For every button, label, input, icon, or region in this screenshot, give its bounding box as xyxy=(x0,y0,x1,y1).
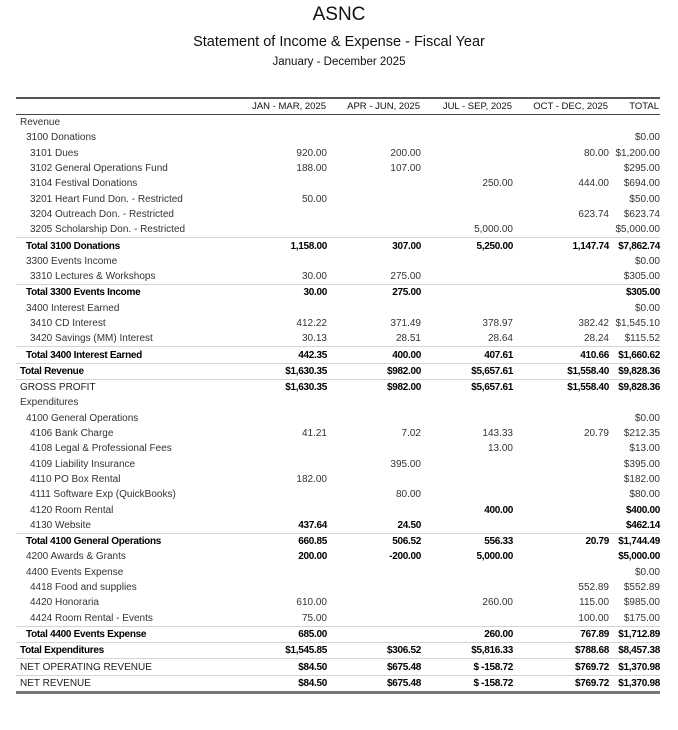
cell-q4: $1,558.40 xyxy=(513,380,609,396)
row-label: NET OPERATING REVENUE xyxy=(16,659,216,675)
cell-q3 xyxy=(421,130,513,145)
row-label: 4130 Website xyxy=(30,519,91,531)
cell-q3 xyxy=(421,487,513,502)
table-row xyxy=(16,146,660,161)
cell-q3: $5,816.33 xyxy=(421,643,513,659)
row-label: 4100 General Operations xyxy=(26,412,139,424)
cell-q2 xyxy=(327,301,421,316)
cell-q2: 7.02 xyxy=(401,428,421,440)
cell-total: $305.00 xyxy=(623,271,660,283)
cell-q4: 1,147.74 xyxy=(513,238,609,254)
cell-q3 xyxy=(421,395,513,410)
cell-total: $50.00 xyxy=(629,193,660,205)
cell-total: $1,370.98 xyxy=(609,659,660,675)
table-row xyxy=(16,426,660,441)
cell-q2: 275.00 xyxy=(390,271,421,283)
table-row xyxy=(16,191,660,206)
cell-q4: 20.79 xyxy=(513,534,609,550)
cell-q4: 28.24 xyxy=(583,333,609,345)
row-label: 3400 Interest Earned xyxy=(26,302,120,314)
total-row xyxy=(16,285,660,301)
cell-q2 xyxy=(327,626,421,642)
cell-q1 xyxy=(216,395,327,410)
cell-total: $0.00 xyxy=(634,566,660,578)
cell-q3: 378.97 xyxy=(482,318,513,329)
cell-q3: $ -158.72 xyxy=(421,659,513,675)
cell-total: $395.00 xyxy=(623,458,660,470)
cell-q3 xyxy=(421,254,513,269)
cell-q4 xyxy=(513,549,609,564)
cell-q1: $1,630.35 xyxy=(216,380,327,396)
row-label: 3205 Scholarship Don. - Restricted xyxy=(30,224,186,236)
cell-q1: $1,545.85 xyxy=(216,643,327,659)
row-label: Total Expenditures xyxy=(16,643,216,659)
table-row xyxy=(16,254,660,269)
row-label: Total Revenue xyxy=(16,363,216,379)
cell-q2: 28.51 xyxy=(395,333,421,345)
cell-q3: 260.00 xyxy=(482,597,513,609)
cell-q4: 623.74 xyxy=(578,208,609,220)
cell-q2 xyxy=(327,395,421,410)
row-label: 3104 Festival Donations xyxy=(30,178,138,190)
table-row xyxy=(16,611,660,627)
cell-q3: 5,250.00 xyxy=(421,238,513,254)
cell-total: $7,862.74 xyxy=(609,238,660,254)
cell-total: $1,744.49 xyxy=(609,534,660,550)
cell-q4 xyxy=(513,115,609,131)
cell-q1: $1,630.35 xyxy=(216,363,327,379)
cell-q1: 30.13 xyxy=(301,333,327,345)
cell-total: $295.00 xyxy=(623,163,660,175)
total-row xyxy=(16,363,660,379)
table-row xyxy=(16,595,660,610)
row-label: 3420 Savings (MM) Interest xyxy=(30,333,153,345)
cell-q3: 28.64 xyxy=(487,333,513,345)
cell-q2: 400.00 xyxy=(327,347,421,363)
cell-q4: 767.89 xyxy=(513,626,609,642)
cell-q1: 437.64 xyxy=(298,519,327,531)
cell-q3: 400.00 xyxy=(484,504,513,516)
cell-q1: 610.00 xyxy=(296,597,327,609)
cell-total: $1,200.00 xyxy=(615,147,660,159)
cell-q4: $769.72 xyxy=(513,659,609,675)
row-label: 4109 Liability Insurance xyxy=(30,458,136,470)
row-label: 3101 Dues xyxy=(30,147,79,159)
row-label: 4400 Events Expense xyxy=(26,566,124,578)
total-row xyxy=(16,347,660,363)
cell-q1: 1,158.00 xyxy=(216,238,327,254)
cell-total: $115.52 xyxy=(624,333,660,345)
cell-q2: 107.00 xyxy=(390,163,421,175)
row-label: 3201 Heart Fund Don. - Restricted xyxy=(30,193,183,205)
report-period: January - December 2025 xyxy=(272,56,406,68)
cell-q4 xyxy=(513,472,609,487)
cell-q1: $84.50 xyxy=(216,675,327,692)
cell-q3 xyxy=(421,472,513,487)
cell-q1: 30.00 xyxy=(301,271,327,283)
cell-total: $212.35 xyxy=(623,428,660,440)
cell-q1 xyxy=(216,457,327,472)
cell-q4: 410.66 xyxy=(513,347,609,363)
cell-q2 xyxy=(327,595,421,610)
cell-q3 xyxy=(421,115,513,131)
cell-total: $13.00 xyxy=(629,443,660,455)
column-header-q3: JUL - SEP, 2025 xyxy=(442,101,512,112)
row-label: 3100 Donations xyxy=(26,132,97,144)
cell-total: $1,712.89 xyxy=(609,626,660,642)
cell-q4: 382.42 xyxy=(578,318,609,329)
cell-q3 xyxy=(421,285,513,301)
table-row xyxy=(16,472,660,487)
cell-q4 xyxy=(513,191,609,206)
cell-total: $552.89 xyxy=(623,582,660,594)
cell-q2 xyxy=(327,115,421,131)
cell-q3: $5,657.61 xyxy=(421,363,513,379)
cell-q3: 250.00 xyxy=(482,178,513,190)
cell-q2 xyxy=(327,472,421,487)
cell-q4: 444.00 xyxy=(578,178,609,190)
table-row xyxy=(16,580,660,595)
cell-total: $8,457.38 xyxy=(609,643,660,659)
cell-q4: 20.79 xyxy=(583,428,609,440)
cell-q1: 30.00 xyxy=(216,285,327,301)
cell-q2 xyxy=(327,222,421,238)
cell-q2: 80.00 xyxy=(395,489,421,501)
cell-total: $9,828.36 xyxy=(609,380,660,396)
cell-total: $985.00 xyxy=(623,597,660,609)
row-label: 3310 Lectures & Workshops xyxy=(30,271,156,283)
cell-q4: 115.00 xyxy=(579,597,609,609)
cell-q4 xyxy=(513,518,609,534)
cell-q3 xyxy=(421,207,513,222)
cell-q1: 685.00 xyxy=(216,626,327,642)
column-header-total: TOTAL xyxy=(629,101,659,112)
cell-q1: 660.85 xyxy=(216,534,327,550)
column-header-q2: APR - JUN, 2025 xyxy=(347,101,420,112)
cell-q3 xyxy=(421,611,513,627)
cell-q2: -200.00 xyxy=(389,551,421,563)
cell-q2 xyxy=(327,130,421,145)
column-header-label xyxy=(16,98,216,115)
cell-total: $1,660.62 xyxy=(609,347,660,363)
cell-q1 xyxy=(216,565,327,580)
cell-total: $1,545.10 xyxy=(615,318,660,329)
row-label: 3410 CD Interest xyxy=(30,318,106,329)
total-row xyxy=(16,238,660,254)
cell-q2: $675.48 xyxy=(327,675,421,692)
cell-q3: 143.33 xyxy=(482,428,513,440)
cell-q1: 188.00 xyxy=(296,163,327,175)
table-row xyxy=(16,222,660,238)
table-row xyxy=(16,115,660,131)
cell-q2: 307.00 xyxy=(327,238,421,254)
cell-total xyxy=(609,115,660,131)
cell-q1 xyxy=(216,176,327,191)
cell-q1 xyxy=(216,301,327,316)
cell-q4 xyxy=(513,269,609,285)
cell-q3: 5,000.00 xyxy=(474,224,513,236)
cell-q3 xyxy=(421,301,513,316)
row-label: 4106 Bank Charge xyxy=(30,428,114,440)
table-row xyxy=(16,269,660,285)
column-header-q1: JAN - MAR, 2025 xyxy=(252,101,326,112)
cell-total: $694.00 xyxy=(623,178,660,190)
cell-q3: 407.61 xyxy=(421,347,513,363)
cell-q3: 556.33 xyxy=(421,534,513,550)
row-label: 4200 Awards & Grants xyxy=(26,551,126,563)
table-row xyxy=(16,395,660,410)
cell-q2 xyxy=(327,580,421,595)
row-label: 4420 Honoraria xyxy=(30,597,99,609)
cell-total: $5,000.00 xyxy=(618,551,660,563)
cell-q4 xyxy=(513,565,609,580)
cell-total: $9,828.36 xyxy=(609,363,660,379)
row-label: 4111 Software Exp (QuickBooks) xyxy=(30,489,176,501)
row-label: 4424 Room Rental - Events xyxy=(30,612,153,624)
row-label: 3300 Events Income xyxy=(26,255,118,267)
cell-q4 xyxy=(513,502,609,517)
cell-q4 xyxy=(513,222,609,238)
row-label: 4418 Food and supplies xyxy=(30,582,137,594)
cell-q2 xyxy=(327,254,421,269)
column-header-row xyxy=(16,98,660,115)
cell-total: $400.00 xyxy=(625,504,660,516)
table-row xyxy=(16,130,660,145)
cell-q1 xyxy=(216,441,327,456)
company-name: ASNC xyxy=(312,4,366,25)
cell-q3 xyxy=(421,580,513,595)
cell-q2: 371.49 xyxy=(390,318,421,329)
row-label: Total 4400 Events Expense xyxy=(16,626,216,642)
cell-q1: 41.21 xyxy=(301,428,327,440)
cell-q2: 24.50 xyxy=(397,519,421,531)
cell-q4: 80.00 xyxy=(583,147,609,159)
cell-q1: 75.00 xyxy=(301,612,327,624)
cell-q2: 200.00 xyxy=(390,147,421,159)
cell-q2: $675.48 xyxy=(327,659,421,675)
cell-q1 xyxy=(216,580,327,595)
cell-q2 xyxy=(327,441,421,456)
report-title: Statement of Income & Expense - Fiscal Year xyxy=(193,34,485,50)
row-label: 4110 PO Box Rental xyxy=(30,473,121,485)
row-label: 3204 Outreach Don. - Restricted xyxy=(30,208,174,220)
table-row xyxy=(16,316,660,331)
cell-total: $0.00 xyxy=(634,255,660,267)
cell-q2 xyxy=(327,611,421,627)
table-row xyxy=(16,457,660,472)
cell-total: $182.00 xyxy=(623,473,660,485)
cell-q4 xyxy=(513,457,609,472)
table-body xyxy=(16,115,660,693)
cell-q1 xyxy=(216,115,327,131)
total-row xyxy=(16,675,660,692)
cell-q4 xyxy=(513,395,609,410)
total-row xyxy=(16,626,660,642)
cell-q3: 260.00 xyxy=(421,626,513,642)
table-row xyxy=(16,549,660,564)
cell-total: $5,000.00 xyxy=(615,224,660,236)
table-row xyxy=(16,411,660,426)
cell-total: $0.00 xyxy=(634,132,660,144)
cell-q3: $ -158.72 xyxy=(421,675,513,692)
row-label: 4120 Room Rental xyxy=(30,504,114,516)
cell-q3: $5,657.61 xyxy=(421,380,513,396)
cell-q1 xyxy=(216,502,327,517)
cell-q3 xyxy=(421,518,513,534)
cell-q3 xyxy=(421,146,513,161)
cell-q1: $84.50 xyxy=(216,659,327,675)
row-label: Total 3400 Interest Earned xyxy=(16,347,216,363)
cell-q2: $306.52 xyxy=(327,643,421,659)
cell-q2: $982.00 xyxy=(327,363,421,379)
table-row xyxy=(16,301,660,316)
column-header-q4: OCT - DEC, 2025 xyxy=(533,101,608,112)
cell-q3 xyxy=(421,565,513,580)
table-row xyxy=(16,161,660,176)
total-row xyxy=(16,659,660,675)
cell-q3 xyxy=(421,269,513,285)
row-label: Revenue xyxy=(20,117,61,129)
table-row xyxy=(16,487,660,502)
cell-q4: $1,558.40 xyxy=(513,363,609,379)
total-row xyxy=(16,534,660,550)
table-row xyxy=(16,565,660,580)
cell-q1 xyxy=(216,222,327,238)
cell-q4 xyxy=(513,301,609,316)
row-label: Expenditures xyxy=(20,397,79,409)
cell-q1: 442.35 xyxy=(216,347,327,363)
cell-q4 xyxy=(513,441,609,456)
cell-total: $462.14 xyxy=(625,519,660,531)
cell-q3: 13.00 xyxy=(487,443,513,455)
cell-q2: 275.00 xyxy=(327,285,421,301)
cell-q1: 412.22 xyxy=(296,318,327,329)
row-label: 3102 General Operations Fund xyxy=(30,163,168,175)
cell-q1 xyxy=(216,130,327,145)
cell-q1 xyxy=(216,254,327,269)
income-expense-table xyxy=(16,97,660,694)
cell-total: $0.00 xyxy=(634,302,660,314)
cell-q1: 920.00 xyxy=(296,147,327,159)
table-row xyxy=(16,502,660,517)
cell-q3 xyxy=(421,457,513,472)
cell-q4: 552.89 xyxy=(578,582,609,594)
cell-q2 xyxy=(327,191,421,206)
cell-q2: 506.52 xyxy=(327,534,421,550)
cell-total: $305.00 xyxy=(609,285,660,301)
cell-q4: $788.68 xyxy=(513,643,609,659)
row-label: NET REVENUE xyxy=(16,675,216,692)
cell-q4 xyxy=(513,285,609,301)
cell-q1 xyxy=(216,207,327,222)
cell-q4 xyxy=(513,254,609,269)
cell-q1: 200.00 xyxy=(298,551,327,563)
table-row xyxy=(16,176,660,191)
cell-q4 xyxy=(513,411,609,426)
cell-q4 xyxy=(513,487,609,502)
cell-q2 xyxy=(327,207,421,222)
cell-q4: 100.00 xyxy=(578,612,609,624)
table-row xyxy=(16,518,660,534)
cell-q2 xyxy=(327,411,421,426)
cell-total: $1,370.98 xyxy=(609,675,660,692)
table-row xyxy=(16,441,660,456)
cell-q1 xyxy=(216,411,327,426)
cell-total: $0.00 xyxy=(634,412,660,424)
total-row xyxy=(16,643,660,659)
row-label: 4108 Legal & Professional Fees xyxy=(30,443,172,455)
cell-q4 xyxy=(513,161,609,176)
cell-q2 xyxy=(327,176,421,191)
cell-q2: 395.00 xyxy=(390,458,421,470)
cell-q1: 182.00 xyxy=(296,473,327,485)
cell-q4 xyxy=(513,130,609,145)
row-label: Total 4100 General Operations xyxy=(16,534,216,550)
table-row xyxy=(16,207,660,222)
cell-q3 xyxy=(421,191,513,206)
row-label: Total 3100 Donations xyxy=(16,238,216,254)
cell-q2: $982.00 xyxy=(327,380,421,396)
cell-q2 xyxy=(327,502,421,517)
cell-q3 xyxy=(421,161,513,176)
cell-q1 xyxy=(216,487,327,502)
cell-total: $623.74 xyxy=(623,208,660,220)
total-row xyxy=(16,380,660,396)
cell-total: $80.00 xyxy=(629,489,660,501)
cell-q1: 50.00 xyxy=(301,193,327,205)
cell-q4: $769.72 xyxy=(513,675,609,692)
cell-q3: 5,000.00 xyxy=(476,551,513,563)
cell-q2 xyxy=(327,565,421,580)
table-row xyxy=(16,331,660,347)
row-label: GROSS PROFIT xyxy=(16,380,216,396)
cell-total xyxy=(609,395,660,410)
cell-q3 xyxy=(421,411,513,426)
row-label: Total 3300 Events Income xyxy=(16,285,216,301)
cell-total: $175.00 xyxy=(623,612,660,624)
